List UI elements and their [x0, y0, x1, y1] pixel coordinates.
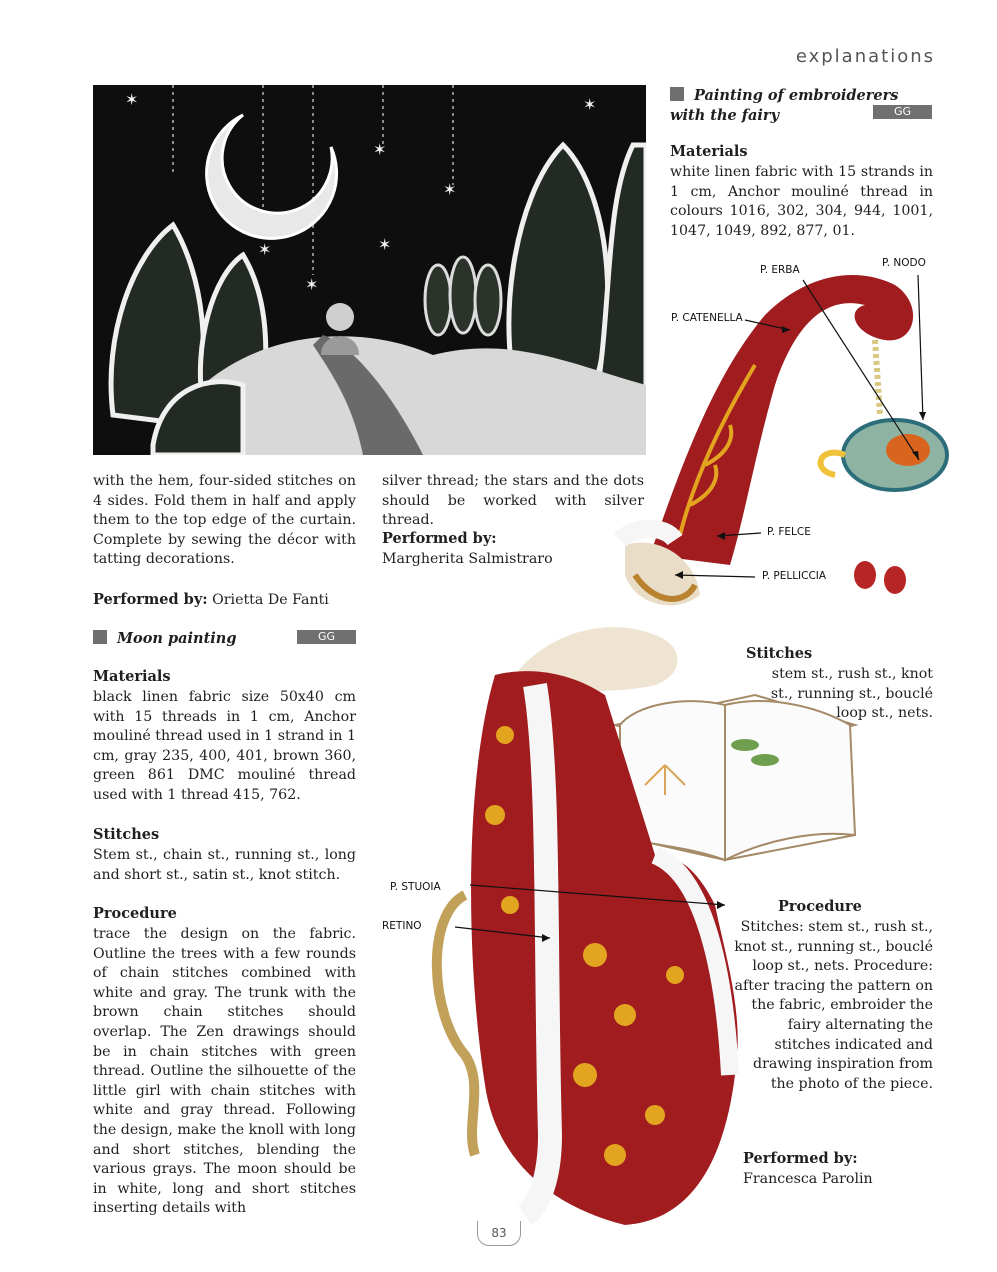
performed-label: Performed by:: [93, 591, 208, 608]
moon-section-title: Moon painting: [93, 628, 356, 647]
materials-text: black linen fabric size 50x40 cm with 15 threads in 1 cm, Anchor mouliné thread used in 1 strand in 1 cm, gray 235, 400, 401, brown 360, green 861 DMC mouliné thread used with 1 thread 415, 762.: [93, 689, 356, 803]
label-pelliccia: P. PELLICCIA: [762, 570, 827, 582]
svg-text:✶: ✶: [125, 90, 139, 109]
fairy-section-title: Painting of embroiderers with the fairy: [670, 87, 899, 124]
svg-text:✶: ✶: [373, 140, 387, 159]
svg-text:✶: ✶: [305, 275, 319, 294]
performed-label-fairy: Performed by:: [743, 1150, 858, 1167]
difficulty-badge: GG: [297, 630, 356, 644]
section-marker-icon: [670, 87, 684, 101]
stitches-text: Stem st., chain st., running st., long and short st., satin st., knot stitch.: [93, 847, 356, 883]
performed-name: Orietta De Fanti: [212, 592, 329, 608]
difficulty-badge: GG: [873, 105, 932, 119]
stitches-heading: Stitches: [746, 645, 813, 662]
performed-label-moon: Performed by:: [382, 530, 497, 547]
materials-text: white linen fabric with 15 strands in 1 cm, Anchor mouliné thread in colours 1016, 302, 304, 944, 1001, 1047, 1049, 892, 877, 01.: [670, 164, 933, 239]
svg-text:✶: ✶: [583, 95, 597, 114]
procedure-heading: Procedure: [93, 905, 177, 922]
label-erba: P. ERBA: [760, 264, 800, 276]
section-marker-icon: [93, 630, 107, 644]
performed-name-fairy: Francesca Parolin: [743, 1171, 873, 1187]
procedure-text: Stitches: stem st., rush st., knot st., running st., bouclé loop st., nets. Procedure: after tracing the pattern on the fabric, embroider the fairy alternating the stitches indicated and drawing inspiration from the photo of the piece.: [734, 919, 933, 1092]
procedure-heading: Procedure: [778, 898, 862, 915]
materials-heading: Materials: [93, 668, 171, 685]
label-stuoia: P. STUOIA: [390, 881, 441, 893]
page-number: 83: [477, 1221, 521, 1246]
label-felce: P. FELCE: [767, 526, 811, 538]
label-catenella: P. CATENELLA: [671, 312, 743, 324]
stitches-text: stem st., rush st., knot st., running st., bouclé loop st., nets.: [770, 666, 933, 722]
materials-heading: Materials: [670, 143, 748, 160]
svg-text:✶: ✶: [378, 235, 392, 254]
section-header: explanations: [795, 46, 935, 67]
svg-text:✶: ✶: [443, 180, 457, 199]
procedure-continued: silver thread; the stars and the dots should be worked with silver thread.: [382, 473, 644, 529]
label-nodo: P. NODO: [882, 257, 926, 269]
svg-text:✶: ✶: [258, 240, 272, 259]
procedure-text: trace the design on the fabric. Outline the trees with a few rounds of chain stitches combined with white and gray. The trunk with the brown chain stitches should overlap. The Zen drawings should be in chain stitches with green thread. Outline the silhouette of the little girl with chain stitches with white and gray thread. Following the design, make the knoll with long and short stitches, blending the various grays. The moon should be in white, long and short stitches inserting details with: [93, 926, 356, 1217]
stitches-heading: Stitches: [93, 826, 160, 843]
performed-by-curtain: [93, 590, 356, 611]
performed-name-moon: Margherita Salmistraro: [382, 551, 553, 567]
label-retino: RETINO: [382, 920, 422, 932]
curtain-text: with the hem, four-sided stitches on 4 sides. Fold them in half and apply them to the top edge of the curtain. Complete by sewing the décor with tatting decorations.: [93, 473, 356, 568]
